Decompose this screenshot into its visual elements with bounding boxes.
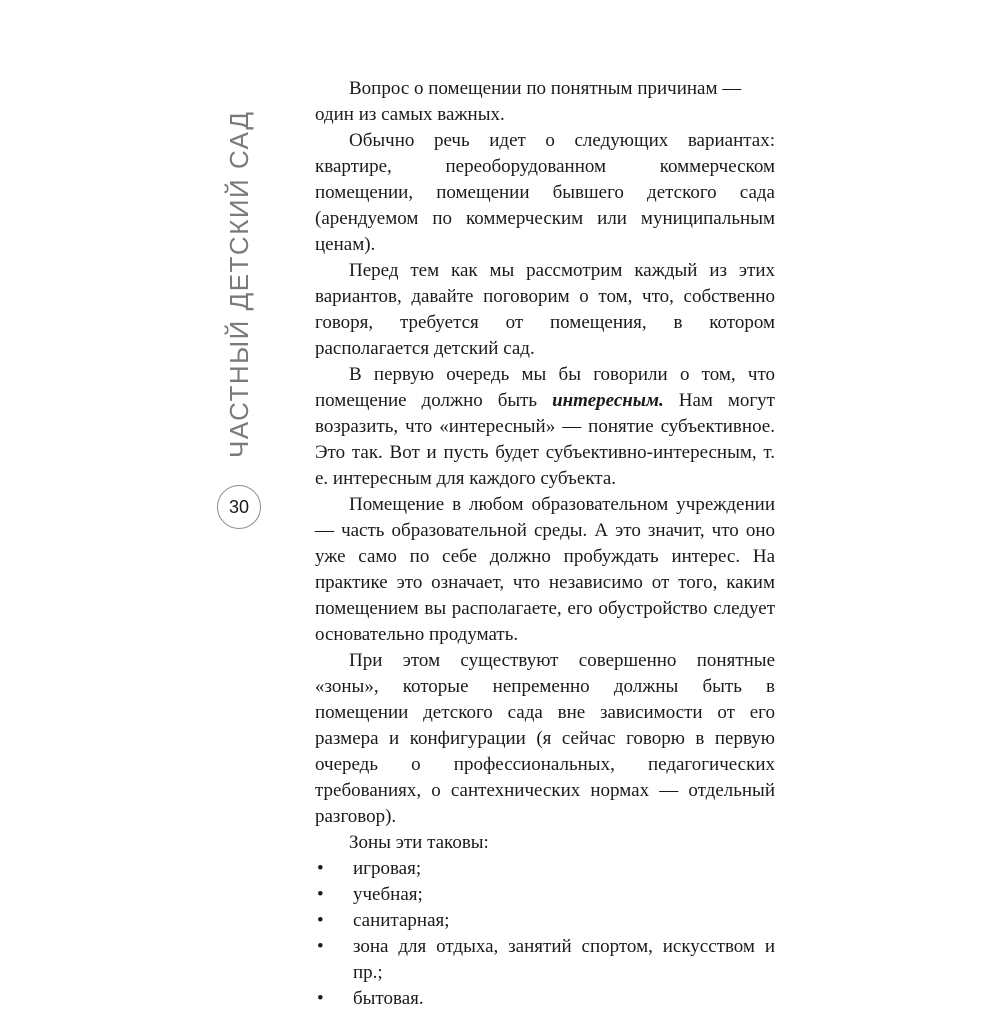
list-item-text: зона для отдыха, занятий спортом, искусством и пр.; [353, 936, 775, 983]
list-item-text: санитарная; [353, 910, 450, 931]
paragraph: Вопрос о помещении по понятным причинам — один из самых важных. [315, 78, 742, 125]
list-item [315, 856, 775, 882]
paragraph: Обычно речь идет о следующих вариантах: квартире, переоборудованном коммерческом помещении, помещении бывшего детского сада (арендуемом по коммерческим или муниципальным ценам). [315, 130, 775, 255]
list-item [315, 934, 775, 986]
zone-list [315, 856, 775, 1012]
page-number: 30 [217, 485, 261, 529]
list-item-text: учебная; [353, 884, 423, 905]
list-item [315, 882, 775, 908]
list-intro: Зоны эти таковы: [349, 832, 489, 853]
list-item [315, 908, 775, 934]
body-text [315, 76, 775, 1012]
list-item [315, 986, 775, 1012]
bullet-icon: • [317, 988, 324, 1009]
running-head: ЧАСТНЫЙ ДЕТСКИЙ САД [224, 110, 254, 458]
paragraph-text: Нам могут возразить, что «интересный» — понятие субъективное. Это так. Вот и пусть будет субъективно-интересным, т. е. интересным для каждого субъекта. [315, 390, 775, 489]
bullet-icon: • [317, 858, 324, 879]
list-item-text: игровая; [353, 858, 422, 879]
emphasis-text: интересным. [552, 390, 664, 411]
paragraph: Перед тем как мы рассмотрим каждый из этих вариантов, давайте поговорим о том, что, собственно говоря, требуется от помещения, в котором располагается детский сад. [315, 260, 775, 359]
bullet-icon: • [317, 884, 324, 905]
paragraph: При этом существуют совершенно понятные «зоны», которые непременно должны быть в помещении детского сада вне зависимости от его размера и конфигурации (я сейчас говорю в первую очередь о профессиональных, педагогических требованиях, о сантехнических нормах — отдельный разговор). [315, 650, 775, 827]
bullet-icon: • [317, 936, 324, 957]
paragraph [315, 362, 775, 492]
list-item-text: бытовая. [353, 988, 424, 1009]
bullet-icon: • [317, 910, 324, 931]
paragraph-text: В первую очередь мы бы говорили о том, что помещение должно быть [315, 364, 775, 411]
paragraph: Помещение в любом образовательном учреждении — часть образовательной среды. А это значит, что оно уже само по себе должно пробуждать интерес. На практике это означает, что независимо от того, каким помещением вы располагаете, его обустройство следует основательно продумать. [315, 494, 775, 645]
